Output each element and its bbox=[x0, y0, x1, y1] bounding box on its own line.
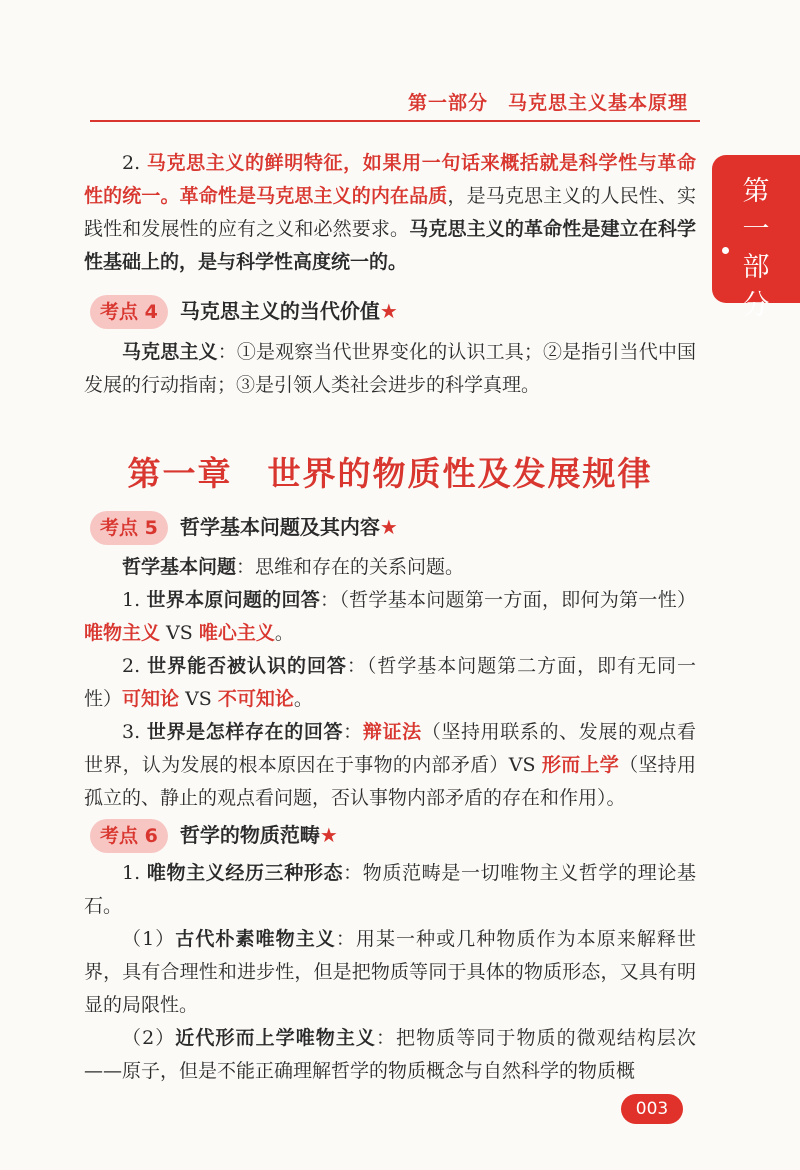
paragraph-kp5-item3 bbox=[84, 716, 696, 815]
text-run: （坚持用孤立的、静止的观点看问题，否认事物内部矛盾的存在和作用）。 bbox=[84, 754, 696, 809]
text-run-red-bold: 唯心主义 bbox=[198, 622, 275, 644]
text-run: ：物质范畴是一切唯物主义哲学的理论基石。 bbox=[84, 862, 696, 917]
paragraph-kp6-sub2 bbox=[84, 1022, 696, 1088]
text-run: ，是马克思主义的人民性、实践性和发展性的应有之义和必然要求。 bbox=[84, 185, 696, 240]
paragraph-kp6-item1 bbox=[84, 857, 696, 923]
paragraph-kp5-definition bbox=[84, 551, 696, 584]
text-run-red-bold: 革命性是马克思主义的内在品质 bbox=[179, 185, 448, 207]
paragraph-kp5-item1 bbox=[84, 584, 696, 650]
text-run-red-bold: 不可知论 bbox=[217, 688, 294, 710]
text-run: ：把物质等同于物质的微观结构层次——原子，但是不能正确理解哲学的物质概念与自然科学的物质概 bbox=[84, 1027, 696, 1082]
text-run: 2. bbox=[122, 152, 147, 174]
paragraph-kp4 bbox=[84, 336, 696, 402]
text-run-bold: 世界本原问题的回答 bbox=[146, 589, 321, 611]
text-run-bold: 古代朴素唯物主义 bbox=[175, 928, 336, 950]
kaodian-6-heading bbox=[90, 818, 338, 852]
running-header bbox=[90, 86, 700, 122]
text-run-bold: 马克思主义的革命性是建立在科学性基础上的，是与科学性高度统一的。 bbox=[84, 218, 696, 273]
star-icon: ★ bbox=[379, 299, 398, 323]
text-run: 。 bbox=[274, 622, 294, 644]
kaodian-title: 哲学基本问题及其内容 bbox=[179, 515, 380, 539]
text-run-bold: 世界是怎样存在的回答 bbox=[146, 721, 344, 743]
text-run-bold: 马克思主义 bbox=[122, 341, 218, 363]
star-icon: ★ bbox=[319, 823, 338, 847]
paragraph-kp5-item2 bbox=[84, 650, 696, 716]
side-tab-char: 第 bbox=[742, 176, 770, 207]
text-run: （坚持用联系的、发展的观点看世界，认为发展的根本原因在于事物的内部矛盾）VS bbox=[84, 721, 696, 776]
text-run: ：（哲学基本问题第二方面，即有无同一性） bbox=[84, 655, 696, 710]
text-run: （2） bbox=[122, 1027, 176, 1049]
side-tab-char: 一 bbox=[742, 214, 770, 245]
kaodian-5-heading bbox=[90, 510, 398, 544]
page-number: 003 bbox=[621, 1094, 683, 1124]
kaodian-title: 马克思主义的当代价值 bbox=[179, 299, 380, 323]
text-run: VS bbox=[179, 688, 218, 710]
text-run-red-bold: 马克思主义的鲜明特征，如果用一句话来概括就是科学性与革命性的统一。 bbox=[84, 152, 696, 207]
text-run: 1. bbox=[122, 589, 147, 611]
text-run: 3. bbox=[122, 721, 147, 743]
text-run-red-bold: 唯物主义 bbox=[84, 622, 161, 644]
text-run: ：（哲学基本问题第一方面，即何为第一性） bbox=[320, 589, 696, 611]
kaodian-title: 哲学的物质范畴 bbox=[179, 823, 320, 847]
part-side-tab bbox=[712, 155, 800, 321]
text-run-bold: 唯物主义经历三种形态 bbox=[146, 862, 344, 884]
text-run-bold: 近代形而上学唯物主义 bbox=[175, 1027, 376, 1049]
text-run-red-bold: 可知论 bbox=[122, 688, 180, 710]
star-icon: ★ bbox=[379, 515, 398, 539]
text-run: 1. bbox=[122, 862, 147, 884]
chapter-title: 第一章 世界的物质性及发展规律 bbox=[127, 454, 653, 493]
header-title: 第一部分 马克思主义基本原理 bbox=[407, 92, 688, 114]
side-tab-char: 分 bbox=[742, 290, 770, 321]
text-run: 。 bbox=[293, 688, 313, 710]
text-run: 2. bbox=[122, 655, 148, 677]
side-tab-dot bbox=[722, 247, 729, 254]
text-run: ：用某一种或几种物质作为本原来解释世界，具有合理性和进步性，但是把物质等同于具体的物质形态，又具有明显的局限性。 bbox=[84, 928, 696, 1016]
side-tab-char: 部 bbox=[742, 252, 770, 283]
text-run: ： bbox=[343, 721, 363, 743]
text-run-bold: 哲学基本问题 bbox=[122, 556, 237, 578]
text-run: ：思维和存在的关系问题。 bbox=[236, 556, 465, 578]
text-run-red-bold: 辩证法 bbox=[362, 721, 422, 743]
text-run: （1） bbox=[122, 928, 176, 950]
text-run: VS bbox=[160, 622, 199, 644]
kaodian-4-heading bbox=[90, 294, 398, 328]
kaodian-badge: 考点 5 bbox=[90, 511, 168, 545]
paragraph-kp6-sub1 bbox=[84, 923, 696, 1022]
text-run: ：①是观察当代世界变化的认识工具；②是指引当代中国发展的行动指南；③是引领人类社会进步的科学真理。 bbox=[84, 341, 696, 396]
kaodian-badge: 考点 6 bbox=[90, 819, 168, 853]
paragraph-intro bbox=[84, 147, 696, 279]
text-run-red-bold: 形而上学 bbox=[541, 754, 620, 776]
kaodian-badge: 考点 4 bbox=[90, 295, 168, 329]
text-run-bold: 世界能否被认识的回答 bbox=[147, 655, 347, 677]
